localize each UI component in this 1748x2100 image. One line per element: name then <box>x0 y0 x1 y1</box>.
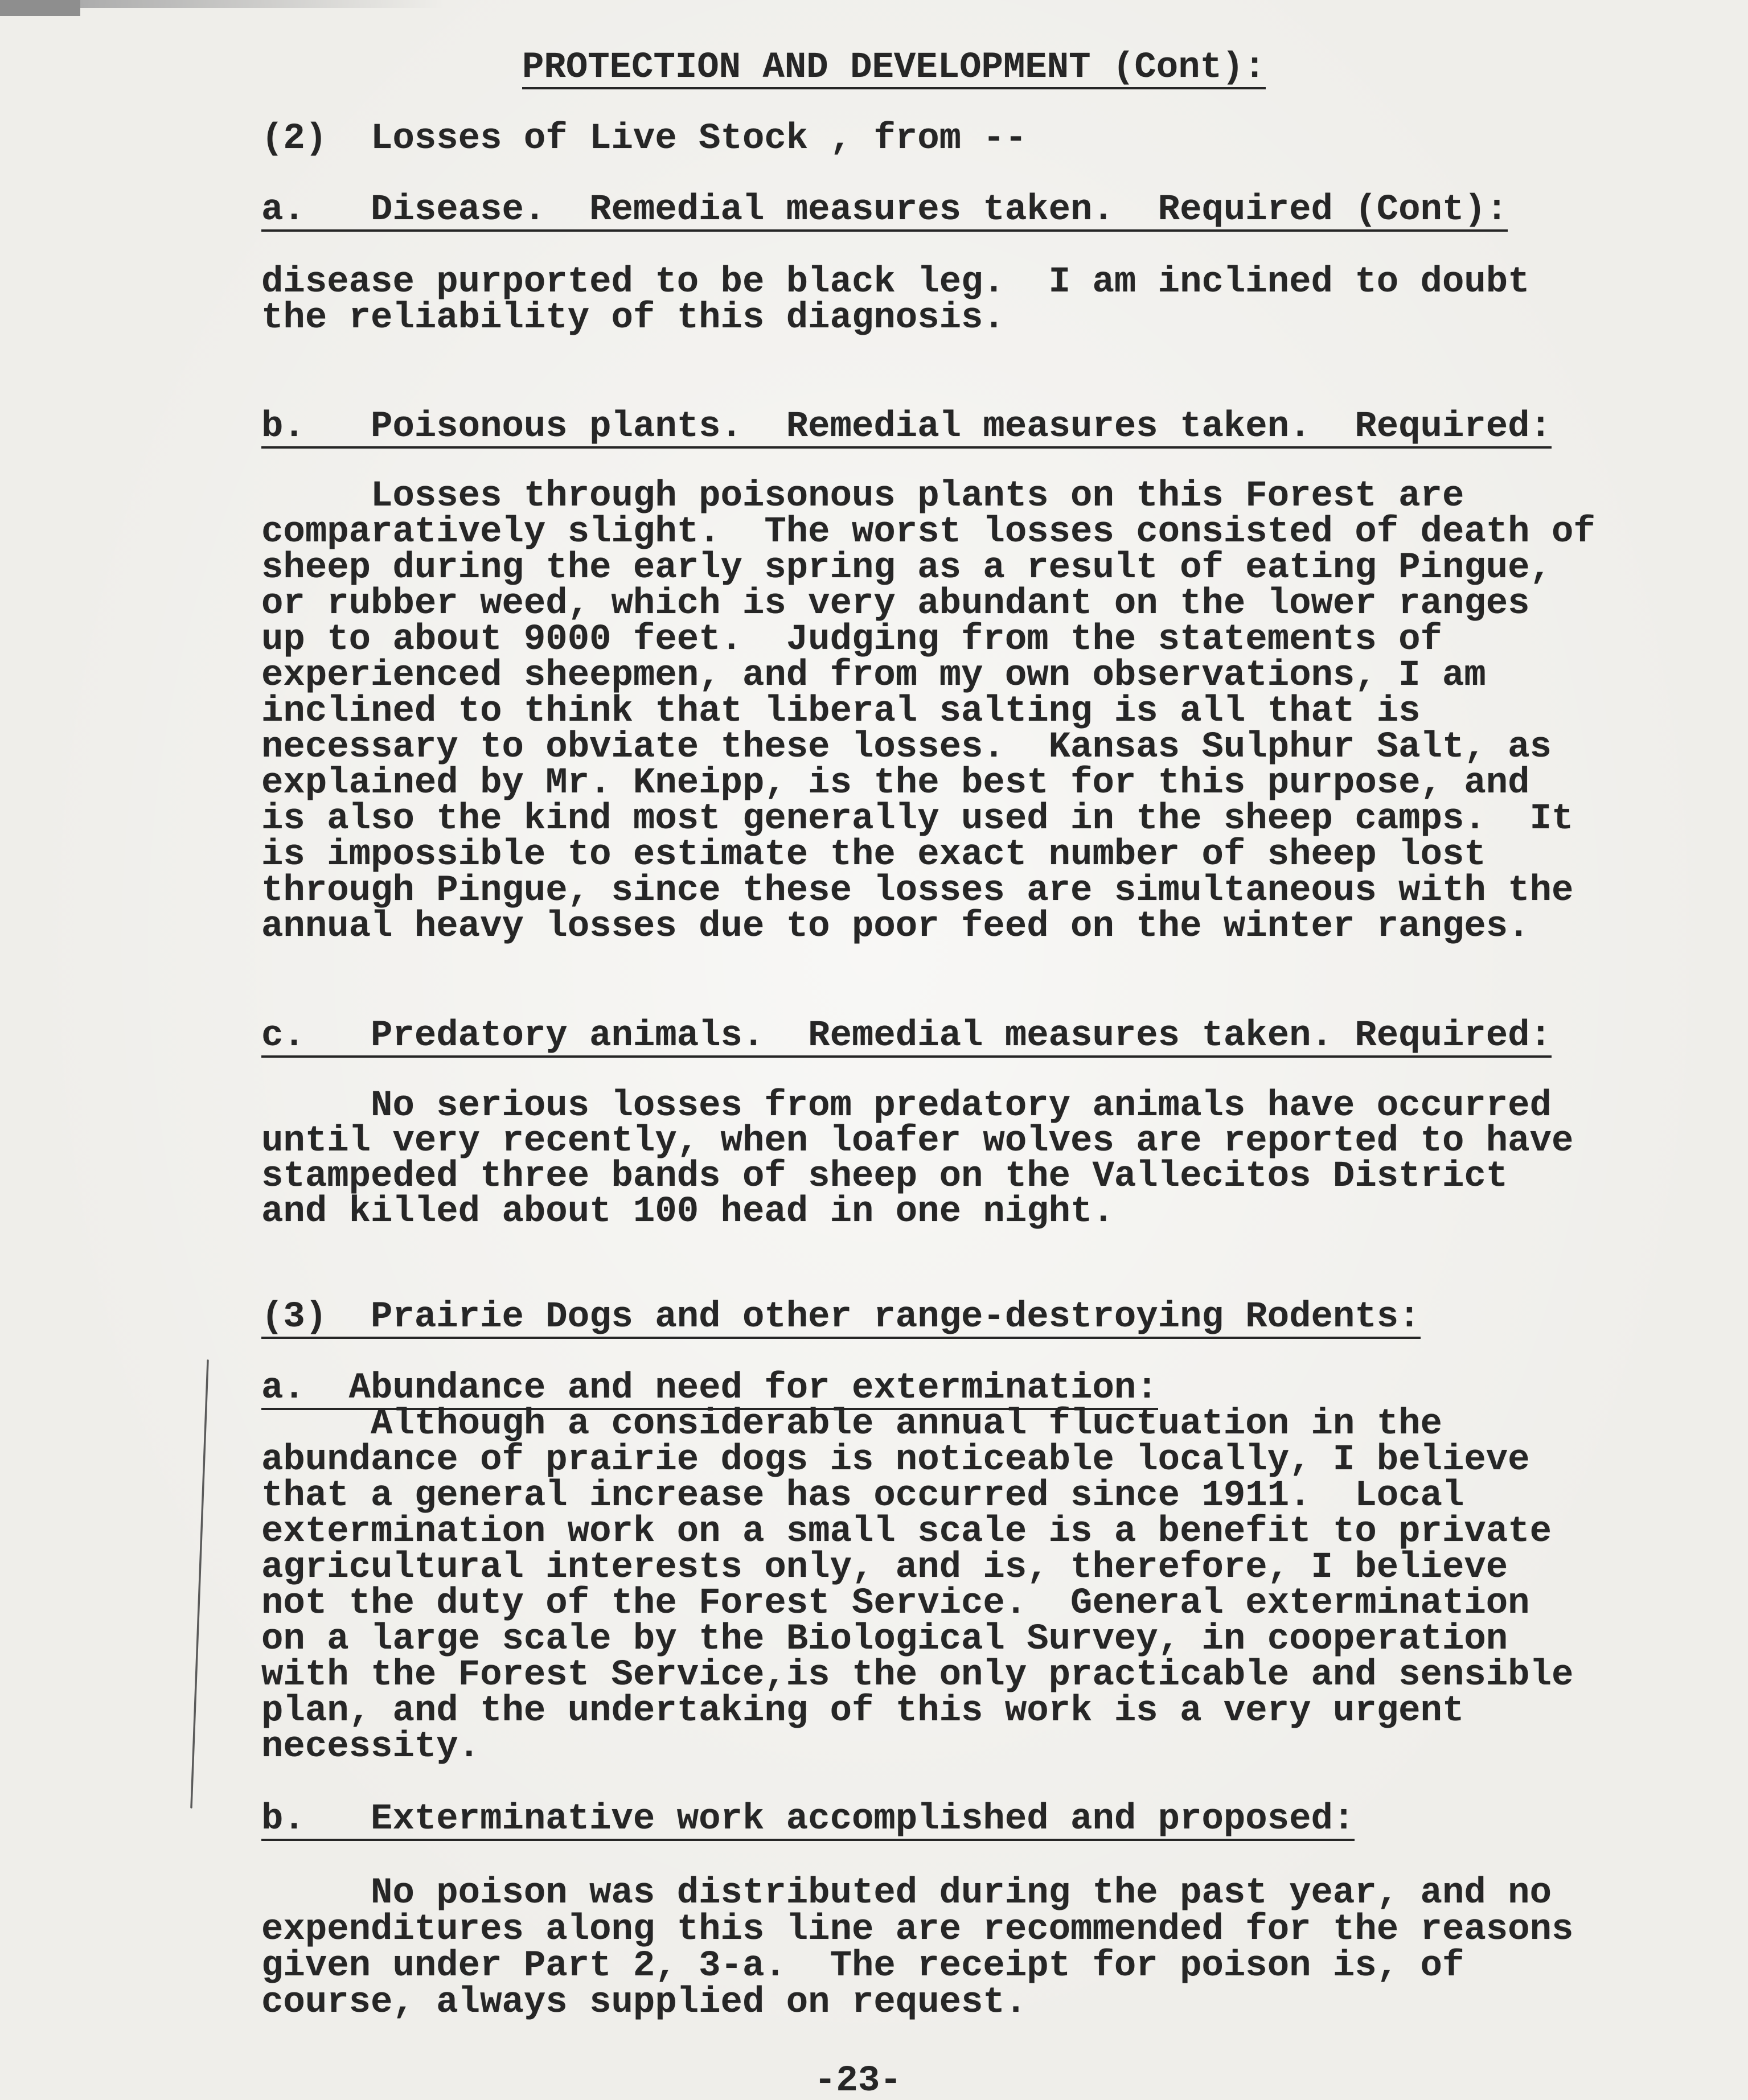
text-line: course, always supplied on request. <box>261 1982 1027 2023</box>
text-line: necessity. <box>261 1727 481 1768</box>
text-line: abundance of prairie dogs is noticeable locally, I believe <box>261 1440 1530 1481</box>
subsection-heading-text: Exterminative work accomplished and proposed: <box>371 1799 1355 1840</box>
text-line: and killed about 100 head in one night. <box>261 1191 1114 1232</box>
text-line: disease purported to be black leg. I am inclined to doubt <box>261 262 1530 303</box>
text-line: that a general increase has occurred since 1911. Local <box>261 1476 1464 1517</box>
text-line: until very recently, when loafer wolves are reported to have <box>261 1121 1574 1162</box>
text-line: not the duty of the Forest Service. General extermination <box>261 1583 1530 1624</box>
document-title: PROTECTION AND DEVELOPMENT (Cont): <box>522 47 1266 88</box>
text-line: No poison was distributed during the past year, and no <box>371 1873 1552 1914</box>
text-line: Although a considerable annual fluctuation in the <box>371 1404 1442 1445</box>
text-line: sheep during the early spring as a result of eating Pingue, <box>261 548 1552 589</box>
paragraph-poisonous-plants <box>261 476 1595 947</box>
margin-pencil-mark <box>171 1343 228 1827</box>
section-heading-text: Losses of Live Stock , from -- <box>371 118 1027 159</box>
text-line: No serious losses from predatory animals have occurred <box>371 1086 1552 1127</box>
text-line: stampeded three bands of sheep on the Vallecitos District <box>261 1156 1508 1197</box>
text-line: with the Forest Service,is the only practicable and sensible <box>261 1655 1574 1696</box>
sheet-edge-fade <box>80 0 445 8</box>
text-line: given under Part 2, 3-a. The receipt for poison is, of <box>261 1946 1464 1987</box>
subsection-heading-text: Abundance and need for extermination: <box>348 1368 1158 1409</box>
paragraph-disease <box>261 262 1530 339</box>
subsection-label: a. <box>261 1368 305 1409</box>
subsection-heading-predatory-animals <box>261 1016 1552 1058</box>
section-heading-text: Prairie Dogs and other range-destroying Rodents: <box>371 1297 1421 1338</box>
section-heading-rodents <box>261 1297 1421 1339</box>
section-number: (3) <box>261 1297 327 1338</box>
subsection-heading-disease <box>261 190 1508 232</box>
subsection-label: b. <box>261 406 305 447</box>
subsection-label: b. <box>261 1799 305 1840</box>
subsection-label: c. <box>261 1016 305 1057</box>
text-line: through Pingue, since these losses are simultaneous with the <box>261 870 1574 911</box>
text-line: is also the kind most generally used in the sheep camps. It <box>261 799 1574 840</box>
text-line: is impossible to estimate the exact number of sheep lost <box>261 835 1486 876</box>
section-heading-livestock-losses <box>261 118 1027 159</box>
text-line: expenditures along this line are recommended for the reasons <box>261 1909 1574 1950</box>
text-line: the reliability of this diagnosis. <box>261 298 1005 339</box>
text-line: necessary to obviate these losses. Kansas Sulphur Salt, as <box>261 727 1552 768</box>
text-line: inclined to think that liberal salting is all that is <box>261 691 1421 732</box>
text-line: or rubber weed, which is very abundant on the lower ranges <box>261 583 1530 624</box>
subsection-label: a. <box>261 190 305 231</box>
subsection-heading-text: Poisonous plants. Remedial measures taken. Required: <box>371 406 1552 447</box>
text-line: up to about 9000 feet. Judging from the statements of <box>261 619 1442 660</box>
text-line: experienced sheepmen, and from my own observations, I am <box>261 655 1486 696</box>
paragraph-abundance <box>261 1404 1574 1768</box>
text-line: plan, and the undertaking of this work is a very urgent <box>261 1691 1464 1732</box>
sheet-edge-shadow <box>0 0 80 16</box>
text-line: Losses through poisonous plants on this Forest are <box>371 476 1464 517</box>
text-line: on a large scale by the Biological Survey, in cooperation <box>261 1619 1508 1660</box>
text-line: agricultural interests only, and is, therefore, I believe <box>261 1547 1508 1588</box>
paragraph-predatory-animals <box>261 1088 1573 1230</box>
paragraph-exterminative-work <box>261 1875 1573 2021</box>
text-line: extermination work on a small scale is a benefit to private <box>261 1511 1552 1552</box>
subsection-heading-text: Disease. Remedial measures taken. Required (Cont): <box>371 190 1508 231</box>
subsection-heading-poisonous-plants <box>261 406 1552 449</box>
section-number: (2) <box>261 118 327 159</box>
subsection-heading-exterminative-work <box>261 1799 1355 1841</box>
subsection-heading-text: Predatory animals. Remedial measures taken. Required: <box>371 1016 1552 1057</box>
text-line: explained by Mr. Kneipp, is the best for this purpose, and <box>261 763 1530 804</box>
text-line: annual heavy losses due to poor feed on the winter ranges. <box>261 906 1530 947</box>
page-number: -23- <box>814 2061 902 2100</box>
text-line: comparatively slight. The worst losses consisted of death of <box>261 512 1595 553</box>
